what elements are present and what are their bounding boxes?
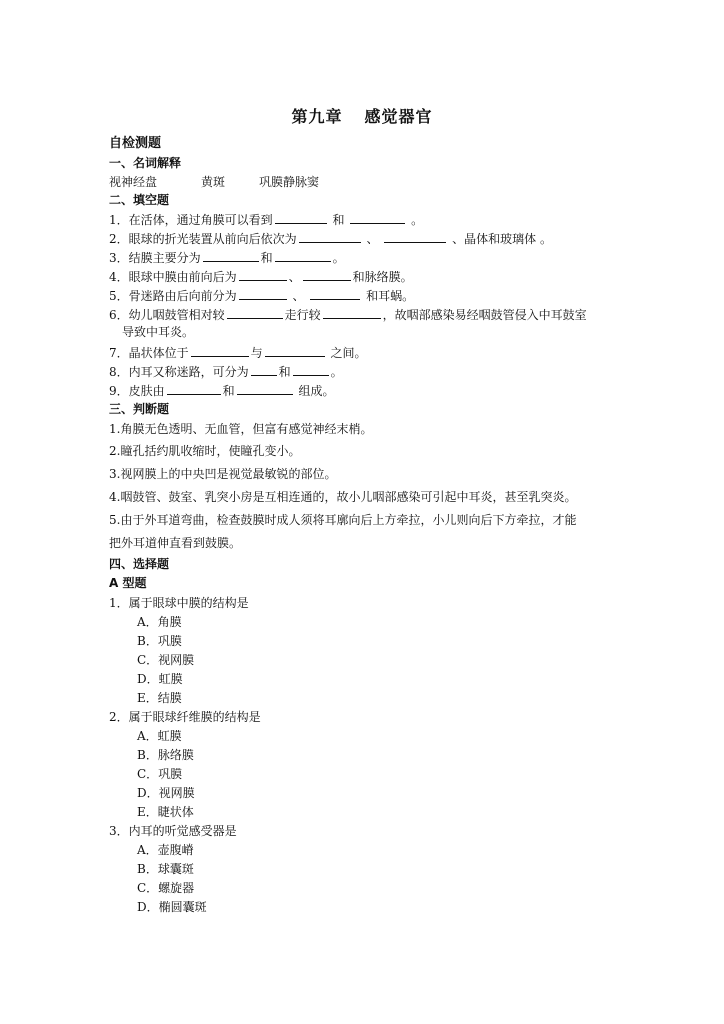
fill-question-3: 3．结膜主要分为 和 。 (109, 251, 345, 265)
choice-question-stem: 1．属于眼球中膜的结构是 (109, 596, 249, 610)
answer-blank[interactable] (239, 287, 287, 300)
fill-question-8: 8．内耳又称迷路，可分为 和 。 (109, 365, 343, 379)
section-heading-choice: 四、选择题 (109, 557, 170, 571)
choice-option[interactable]: D．虹膜 (137, 672, 183, 686)
fill-question-9: 9．皮肤由 和 组成。 (109, 384, 335, 398)
section-heading-terms: 一、名词解释 (109, 156, 182, 170)
judge-item: 1.角膜无色透明、无血管，但富有感觉神经末梢。 (109, 422, 373, 436)
choice-option[interactable]: C．巩膜 (137, 767, 183, 781)
section-heading-fill: 二、填空题 (109, 193, 170, 207)
choice-option[interactable]: A．角膜 (137, 615, 182, 629)
choice-option[interactable]: E．结膜 (137, 691, 182, 705)
choice-option[interactable]: D．视网膜 (137, 786, 195, 800)
judge-item: 4.咽鼓管、鼓室、乳突小房是互相连通的，故小儿咽部感染可引起中耳炎，甚至乳突炎。 (109, 490, 577, 504)
choice-option[interactable]: B．球囊斑 (137, 862, 194, 876)
fill-question-2: 2．眼球的折光装置从前向后依次为 、 、晶体和玻璃体 。 (109, 232, 552, 246)
choice-option[interactable]: A．虹膜 (137, 729, 182, 743)
choice-question-stem: 3．内耳的听觉感受器是 (109, 824, 237, 838)
terms-list (109, 174, 319, 190)
answer-blank[interactable] (239, 268, 287, 281)
choice-option[interactable]: C．视网膜 (137, 653, 195, 667)
answer-blank[interactable] (227, 306, 283, 319)
answer-blank[interactable] (299, 230, 361, 243)
choice-option[interactable]: A．壶腹嵴 (137, 843, 194, 857)
term-item: 巩膜静脉窦 (259, 175, 320, 189)
fill-question-5: 5．骨迷路由后向前分为 、 和耳蜗。 (109, 289, 415, 303)
answer-blank[interactable] (384, 230, 446, 243)
chapter-number: 第九章 (291, 107, 343, 126)
self-test-heading: 自检测题 (109, 136, 162, 151)
answer-blank[interactable] (237, 382, 293, 395)
judge-item: 2.瞳孔括约肌收缩时，使瞳孔变小。 (109, 444, 301, 458)
answer-blank[interactable] (310, 287, 360, 300)
answer-blank[interactable] (323, 306, 381, 319)
choice-question-stem: 2．属于眼球纤维膜的结构是 (109, 710, 261, 724)
answer-blank[interactable] (293, 363, 329, 376)
fill-question-7: 7．晶状体位于 与 之间。 (109, 346, 367, 360)
fill-question-4: 4．眼球中膜由前向后为 、 和脉络膜。 (109, 270, 413, 284)
judge-item-continued: 把外耳道伸直看到鼓膜。 (109, 536, 242, 550)
answer-blank[interactable] (203, 249, 259, 262)
judge-item: 5.由于外耳道弯曲，检查鼓膜时成人须将耳廓向后上方牵拉，小儿则向后下方牵拉，才能 (109, 513, 577, 527)
choice-type-heading: A 型题 (109, 576, 147, 590)
fill-question-1: 1．在活体，通过角膜可以看到 和 。 (109, 213, 424, 227)
choice-option[interactable]: E．睫状体 (137, 805, 194, 819)
choice-option[interactable]: B．巩膜 (137, 634, 182, 648)
answer-blank[interactable] (191, 344, 249, 357)
term-item: 视神经盘 (109, 175, 158, 189)
section-heading-judge: 三、判断题 (109, 402, 170, 416)
answer-blank[interactable] (350, 211, 405, 224)
term-item: 黄斑 (201, 175, 226, 189)
choice-option[interactable]: B．脉络膜 (137, 748, 194, 762)
choice-option[interactable]: C．螺旋器 (137, 881, 195, 895)
answer-blank[interactable] (265, 344, 325, 357)
judge-item: 3.视网膜上的中央凹是视觉最敏锐的部位。 (109, 467, 337, 481)
chapter-title (0, 104, 724, 127)
answer-blank[interactable] (275, 211, 327, 224)
answer-blank[interactable] (303, 268, 351, 281)
fill-question-6-continued: 导致中耳炎。 (122, 325, 195, 339)
chapter-name: 感觉器官 (364, 107, 433, 126)
fill-question-6: 6．幼儿咽鼓管相对较 走行较 ，故咽部感染易经咽鼓管侵入中耳鼓室 (109, 308, 587, 322)
answer-blank[interactable] (275, 249, 331, 262)
answer-blank[interactable] (251, 363, 277, 376)
choice-option[interactable]: D．椭圆囊斑 (137, 900, 207, 914)
answer-blank[interactable] (167, 382, 221, 395)
